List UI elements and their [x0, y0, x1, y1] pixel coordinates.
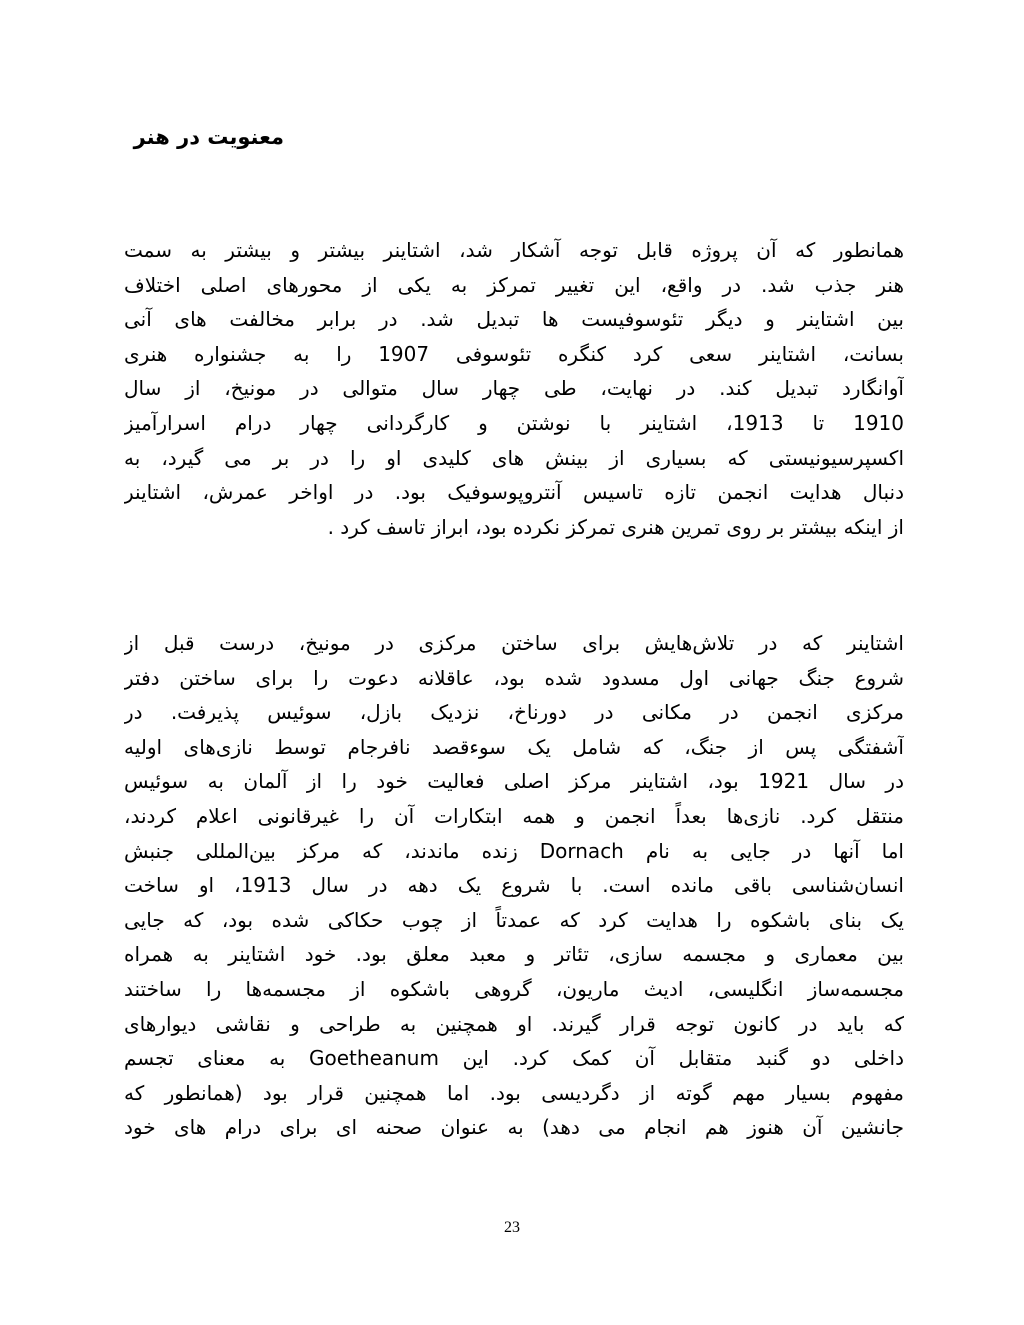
paragraph-line: در سال 1921 بود، اشتاینر مرکز اصلی فعالیت خود را از آلمان به سوئیس — [124, 769, 904, 794]
paragraph-line: بین معماری و مجسمه سازی، تئاتر و معبد معلق بود. خود اشتاینر به همراه — [124, 942, 904, 967]
paragraph-line: از اینکه بیشتر بر روی تمرین هنری تمرکز نکرده بود، ابراز تاسف کرد . — [327, 514, 904, 539]
paragraph-line: شروع جنگ جهانی اول مسدود شده بود، عاقلانه دعوت را برای ساختن دفتر — [124, 665, 904, 690]
paragraph-line: که باید در کانون توجه قرار گیرند. او همچنین به طراحی و نقاشی دیوارهای — [124, 1011, 904, 1036]
paragraph-line: جانشین آن هنوز هم انجام می دهد) به عنوان صحنه ای برای درام های خود — [124, 1115, 904, 1140]
paragraph-line: 1910 تا 1913، اشتاینر با نوشتن و کارگردانی چهار درام اسرارآمیز — [124, 410, 904, 435]
section-heading: معنویت در هنر — [133, 125, 284, 149]
paragraph-line: مجسمه‌ساز انگلیسی، ادیث ماریون، گروهی باشکوه از مجسمه‌ها را ساختند — [124, 976, 904, 1001]
paragraph-line: آشفتگی پس از جنگ، که شامل یک سوءقصد نافرجام توسط نازی‌های اولیه — [124, 734, 904, 759]
paragraph-line: بسانت، اشتاینر سعی کرد کنگره تئوسوفی 1907 را به جشنواره هنری — [124, 341, 904, 366]
paragraph-line: مفهوم بسیار مهم گوته از دگردیسی بود. اما همچنین قرار بود (همانطور که — [124, 1080, 904, 1105]
paragraph-1 — [124, 233, 904, 544]
paragraph-line: همانطور که آن پروژه قابل توجه آشکار شد، اشتاینر بیشتر و بیشتر به سمت — [124, 238, 904, 262]
paragraph-line: انسان‌شناسی باقی مانده است. با شروع یک دهه در سال 1913، او ساخت — [124, 873, 904, 898]
paragraph-line: اشتاینر که در تلاش‌هایش برای ساختن مرکزی در مونیخ، درست قبل از — [124, 631, 904, 655]
paragraph-line: آوانگارد تبدیل کند. در نهایت، طی چهار سال متوالی در مونیخ، از سال — [124, 376, 904, 401]
paragraph-line: اما آنها در جایی به نام Dornach زنده ماندند، که مرکز بین‌المللی جنبش — [124, 838, 904, 863]
paragraph-line: هنر جذب شد. در واقع، این تغییر تمرکز به یکی از محورهای اصلی اختلاف — [124, 272, 904, 297]
paragraph-2 — [124, 626, 904, 1145]
page-number: 23 — [504, 1219, 520, 1236]
paragraph-line: مرکزی انجمن در مکانی در دورناخ، نزدیک بازل، سوئیس پذیرفت. در — [124, 700, 904, 725]
paragraph-line: اکسپرسیونیستی که بسیاری از بینش های کلیدی او را در بر می گیرد، به — [124, 445, 904, 470]
paragraph-line: داخلی دو گنبد متقابل آن کمک کرد. این Goetheanum به معنای تجسم — [124, 1046, 904, 1071]
paragraph-line: بین اشتاینر و دیگر تئوسوفیست ها تبدیل شد. در برابر مخالفت های آنی — [124, 307, 904, 332]
paragraph-line: دنبال هدایت انجمن تازه تاسیس آنتروپوسوفیک بود. در اواخر عمرش، اشتاینر — [124, 480, 904, 505]
paragraph-line: منتقل کرد. نازی‌ها بعداً انجمن و همه ابتکارات آن را غیرقانونی اعلام کردند، — [124, 803, 904, 828]
paragraph-line: یک بنای باشکوه را هدایت کرد که عمدتاً از چوب حکاکی شده بود، که جایی — [124, 907, 904, 932]
